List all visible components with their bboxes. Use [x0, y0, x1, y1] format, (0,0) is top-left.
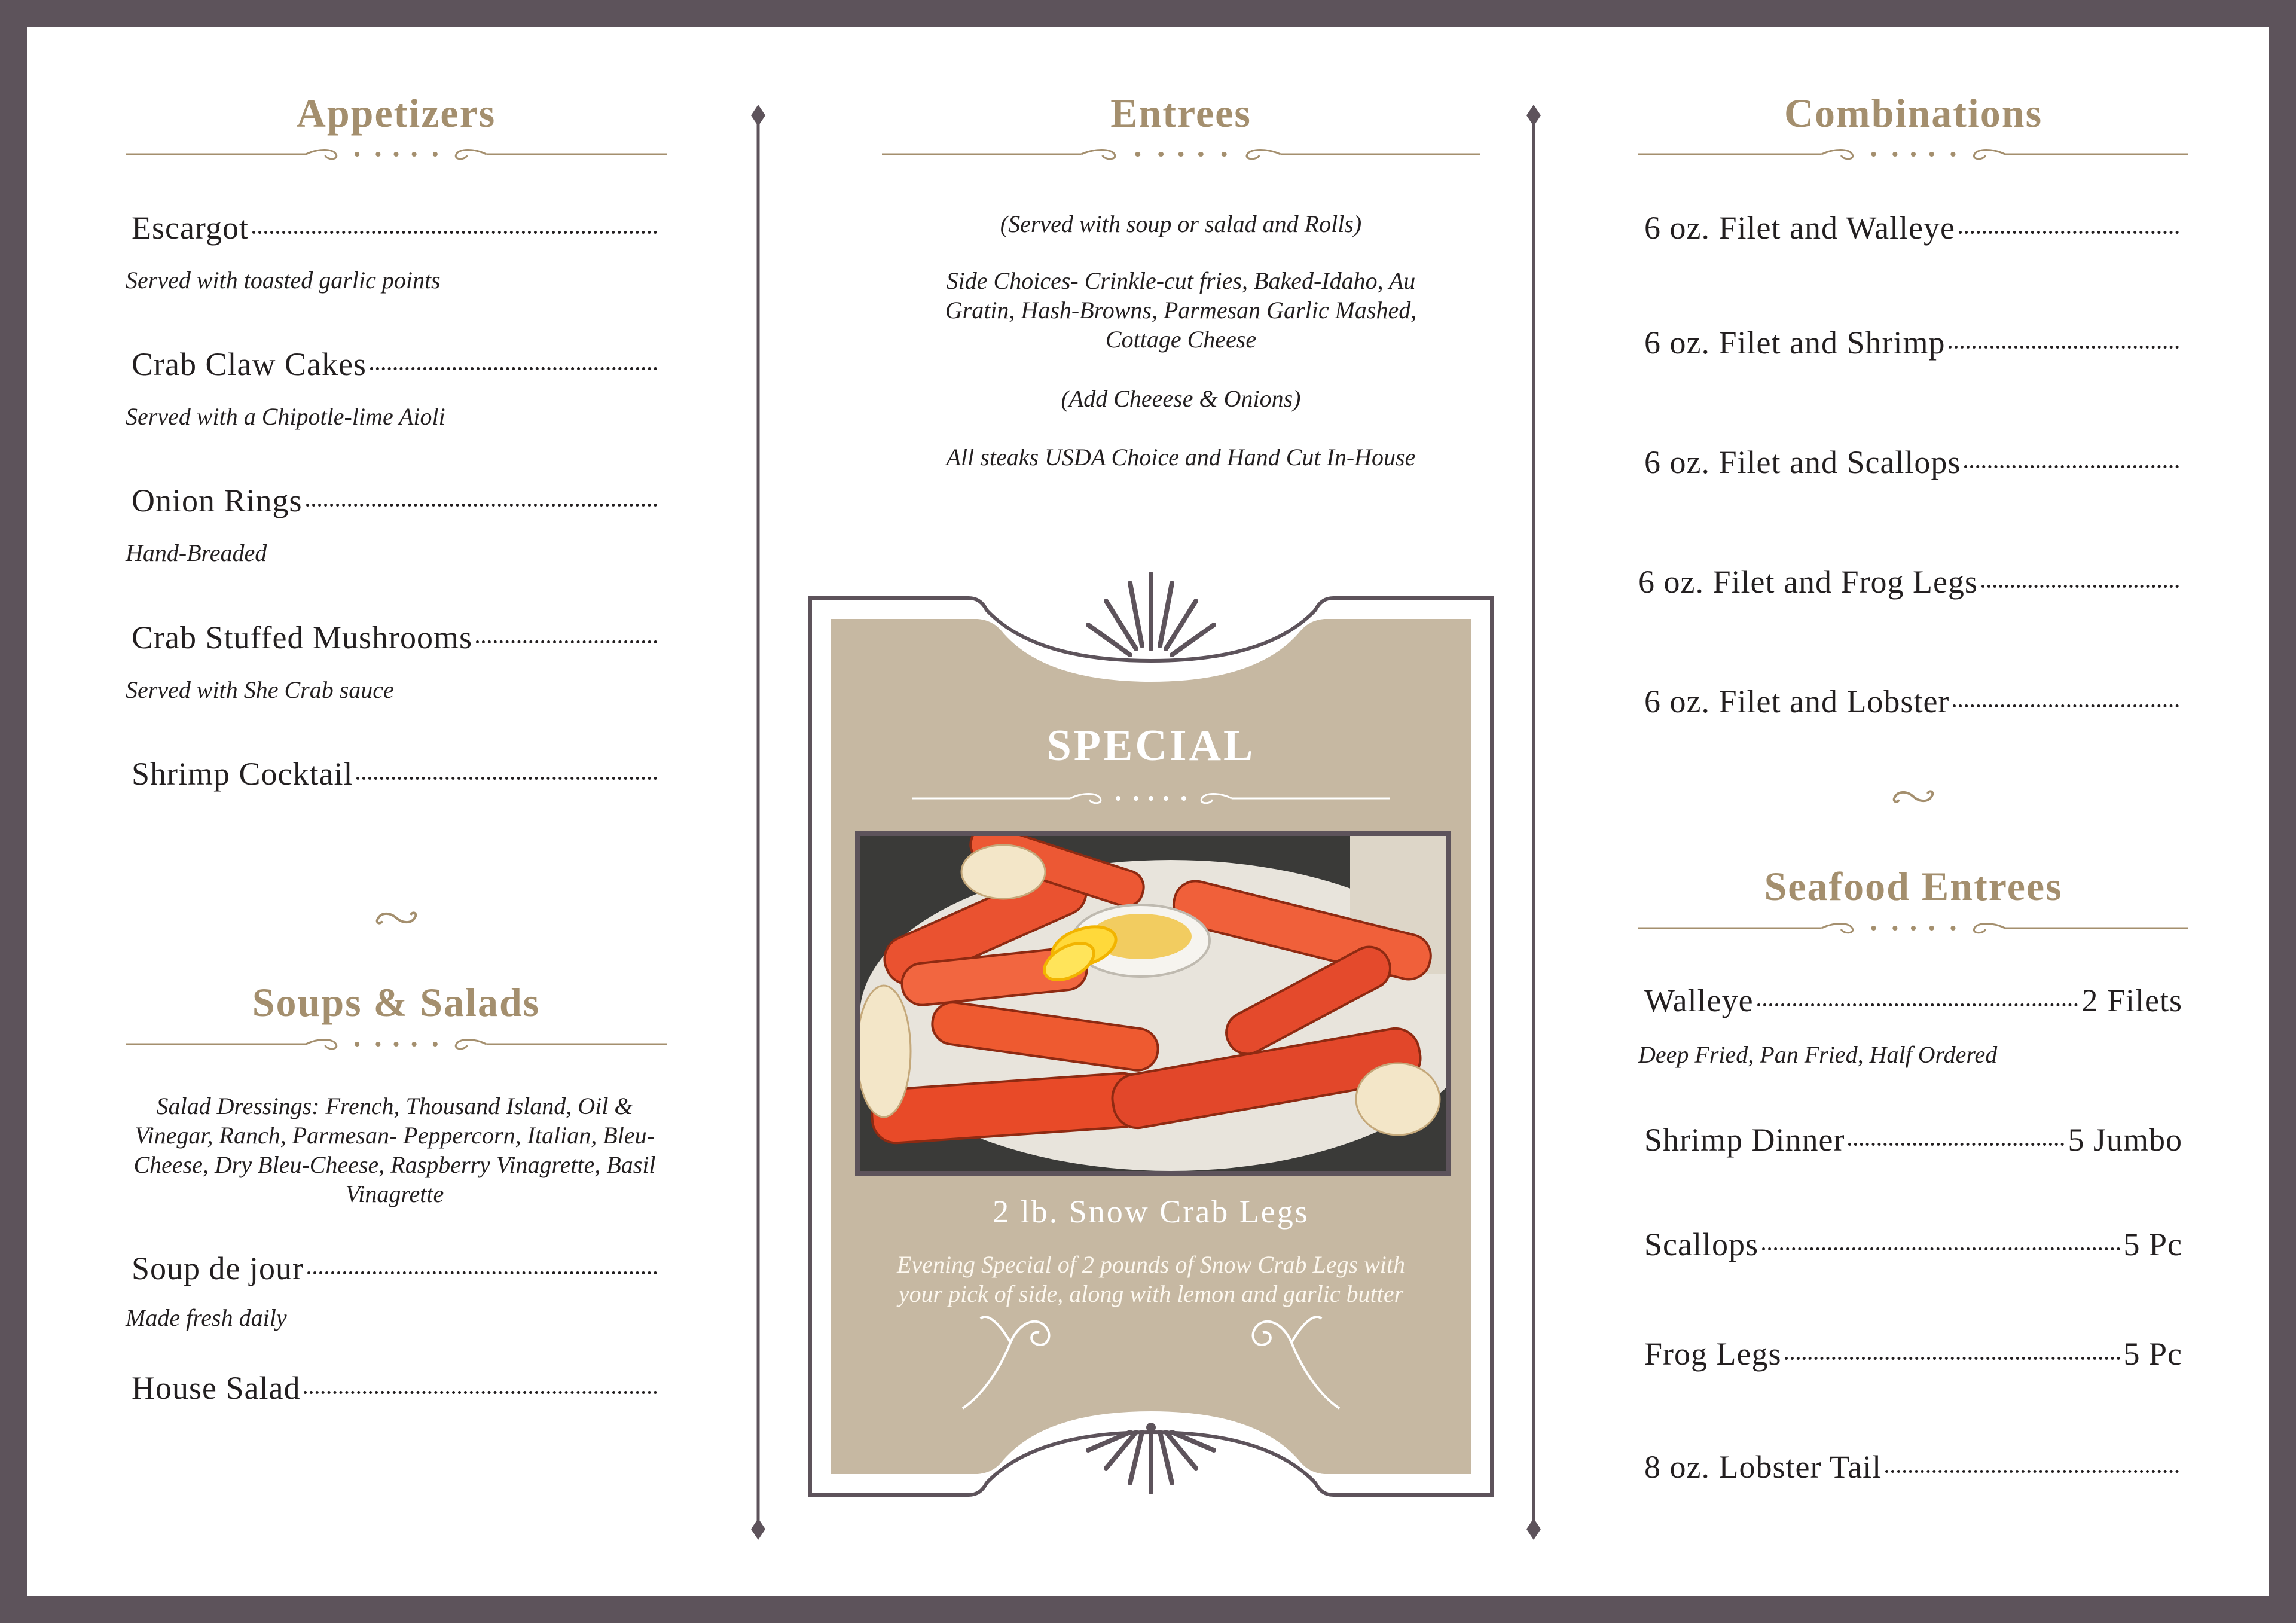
special-title: SPECIAL [1046, 721, 1256, 770]
combinations-divider-icon [1638, 145, 2188, 163]
item-description: Served with She Crab sauce [126, 676, 394, 703]
swash-ornament-icon [373, 909, 420, 927]
menu-item-shrimp-cocktail: Shrimp Cocktail [132, 755, 661, 792]
item-description: Served with a Chipotle-lime Aioli [126, 403, 445, 430]
swash-ornament-icon [1889, 788, 1937, 806]
menu-item-frog-legs: Frog Legs 5 Pc [1644, 1336, 2182, 1372]
left-column [126, 27, 667, 1596]
menu-item-filet-scallops: 6 oz. Filet and Scallops [1644, 444, 2182, 481]
add-cheese-note: (Add Cheeese & Onions) [1061, 385, 1301, 412]
menu-item-filet-shrimp: 6 oz. Filet and Shrimp [1644, 324, 2182, 361]
crab-legs-image-icon [860, 836, 1446, 1171]
menu-item-soup-de-jour: Soup de jour [132, 1250, 661, 1287]
soups-divider-icon [126, 1035, 667, 1053]
crab-legs-photo [855, 831, 1451, 1176]
menu-item-house-salad: House Salad [132, 1369, 661, 1407]
combinations-title: Combinations [1784, 90, 2043, 136]
item-description: Hand-Breaded [126, 539, 267, 566]
column-separator-right [1522, 105, 1546, 1540]
side-choices-text: Side Choices- Crinkle-cut fries, Baked-Idaho, Au Gratin, Hash-Browns, Parmesan Garlic Mashed, Cottage Cheese [945, 267, 1417, 353]
special-item-description: Evening Special of 2 pounds of Snow Crab Legs with your pick of side, along with lemon and garlic butter [897, 1251, 1405, 1307]
menu-item-walleye: Walleye 2 Filets [1644, 983, 2182, 1018]
item-description: Served with toasted garlic points [126, 267, 441, 294]
item-description: Made fresh daily [126, 1304, 287, 1331]
item-description: Deep Fried, Pan Fried, Half Ordered [1638, 1041, 1998, 1068]
menu-item-scallops: Scallops 5 Pc [1644, 1227, 2182, 1262]
right-column [1638, 27, 2188, 1596]
column-separator-left [746, 105, 770, 1540]
entrees-title: Entrees [1110, 90, 1251, 136]
entrees-served-note: (Served with soup or salad and Rolls) [1000, 210, 1362, 237]
appetizers-title: Appetizers [296, 90, 496, 136]
menu-item-crab-stuffed-mushrooms: Crab Stuffed Mushrooms [132, 619, 661, 656]
menu-item-filet-frog-legs: 6 oz. Filet and Frog Legs [1638, 563, 2182, 600]
salad-dressings-text: Salad Dressings: French, Thousand Island, Oil & Vinegar, Ranch, Parmesan- Peppercorn, Italian, Bleu-Cheese, Dry Bleu-Cheese, Raspberry Vinagrette, Basil Vinagrette [133, 1093, 656, 1207]
steak-note: All steaks USDA Choice and Hand Cut In-House [946, 444, 1416, 471]
menu-item-lobster-tail: 8 oz. Lobster Tail [1644, 1448, 2182, 1485]
menu-item-filet-walleye: 6 oz. Filet and Walleye [1644, 209, 2182, 246]
soups-salads-title: Soups & Salads [252, 980, 541, 1025]
special-item-name: 2 lb. Snow Crab Legs [993, 1194, 1309, 1230]
menu-sheet [27, 27, 2269, 1596]
menu-item-filet-lobster: 6 oz. Filet and Lobster [1644, 683, 2182, 720]
menu-item-onion-rings: Onion Rings [132, 482, 661, 519]
seafood-divider-icon [1638, 919, 2188, 937]
menu-item-escargot: Escargot [132, 209, 661, 246]
special-card [807, 571, 1495, 1498]
menu-item-shrimp-dinner: Shrimp Dinner 5 Jumbo [1644, 1122, 2182, 1158]
entrees-divider-icon [882, 145, 1480, 163]
appetizers-divider-icon [126, 145, 667, 163]
seafood-entrees-title: Seafood Entrees [1764, 864, 2063, 909]
menu-item-crab-claw-cakes: Crab Claw Cakes [132, 346, 661, 383]
